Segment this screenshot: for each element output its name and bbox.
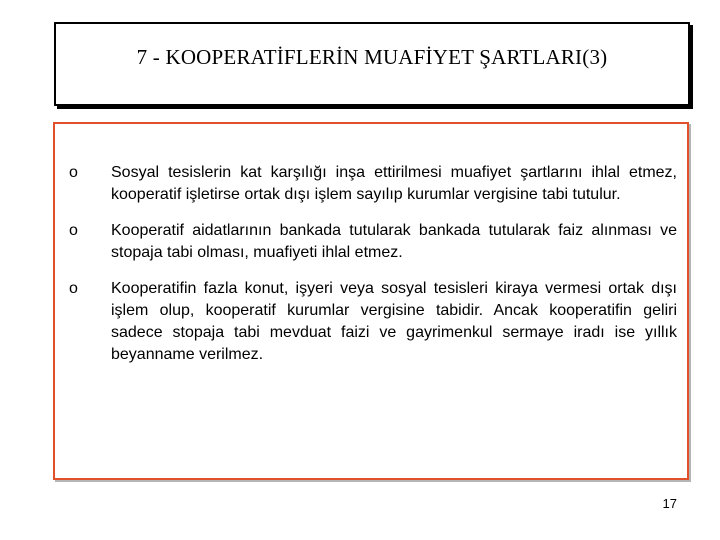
bullet-text: Kooperatifin fazla konut, işyeri veya sosyal tesisleri kiraya vermesi ortak dışı işlem olup, kooperatif kurumlar vergisine tabidir. Ancak kooperatifin geliri sadece stopaja tabi mevduat faizi ve gayrimenkul sermaye iradı ise yıllık beyanname verilmez. bbox=[111, 280, 677, 363]
bullet-text: Sosyal tesislerin kat karşılığı inşa ettirilmesi muafiyet şartlarını ihlal etmez, kooperatif işletirse ortak dışı işlem sayılıp kurumlar vergisine tabi tutulur. bbox=[111, 164, 677, 203]
bullet-item bbox=[69, 220, 677, 264]
title-box bbox=[54, 22, 690, 106]
bullet-list bbox=[69, 162, 677, 380]
bullet-item bbox=[69, 162, 677, 206]
content-box bbox=[53, 122, 689, 480]
bullet-text: Kooperatif aidatlarının bankada tutularak bankada tutularak faiz alınması ve stopaja tabi olması, muafiyeti ihlal etmez. bbox=[111, 222, 677, 261]
bullet-item bbox=[69, 278, 677, 366]
bullet-marker-icon: o bbox=[69, 222, 78, 239]
bullet-marker-icon: o bbox=[69, 164, 78, 181]
slide-title: 7 - KOOPERATİFLERİN MUAFİYET ŞARTLARI(3) bbox=[136, 45, 608, 69]
bullet-marker-icon: o bbox=[69, 280, 78, 297]
page-number: 17 bbox=[662, 496, 677, 511]
